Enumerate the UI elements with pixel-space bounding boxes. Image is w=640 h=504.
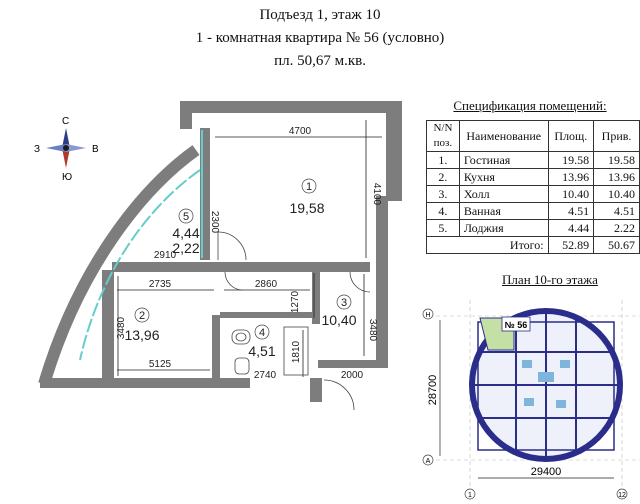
apartment-number-tag: № 56 xyxy=(504,320,528,330)
compass-north-label: С xyxy=(62,116,70,127)
table-row xyxy=(427,152,640,169)
room-5-area-full: 4,44 xyxy=(172,225,200,241)
axis-left-label: 1 xyxy=(468,492,472,499)
table-row xyxy=(427,220,640,237)
table-row xyxy=(427,169,640,186)
row-reduced: 13.96 xyxy=(594,169,640,186)
room-3-area: 10,40 xyxy=(321,312,357,328)
dim-right-lower: 3480 xyxy=(367,318,378,342)
total-label: Итого: xyxy=(427,237,549,254)
dim-right-upper: 4100 xyxy=(371,182,382,206)
dim-room2-top: 2735 xyxy=(148,279,172,290)
room-1-number: 1 xyxy=(305,181,313,193)
floor-height-dim: 28700 xyxy=(427,374,439,406)
floor-width-dim: 29400 xyxy=(530,466,562,478)
axis-right-label: 12 xyxy=(618,492,626,499)
compass-east-label: В xyxy=(92,144,99,155)
row-name: Ванная xyxy=(459,203,548,220)
row-reduced: 10.40 xyxy=(594,186,640,203)
row-area: 4.44 xyxy=(548,220,593,237)
table-row xyxy=(427,203,640,220)
room-4-area: 4,51 xyxy=(248,343,276,359)
row-idx: 2. xyxy=(427,169,460,186)
row-idx: 4. xyxy=(427,203,460,220)
dim-room2-left: 3480 xyxy=(116,316,127,340)
title-entrance-floor: Подъезд 1, этаж 10 xyxy=(259,7,381,23)
dim-hall-top: 2860 xyxy=(254,279,278,290)
dim-loggia-v: 2300 xyxy=(209,210,220,234)
row-name: Лоджия xyxy=(459,220,548,237)
axis-top-label: Н xyxy=(425,312,431,319)
floor-plan-mini xyxy=(423,300,640,499)
spec-header-area: Площ. xyxy=(548,121,593,152)
spec-header-reduced: Прив. xyxy=(594,121,640,152)
room-1-area: 19,58 xyxy=(289,200,325,216)
title-apartment: 1 - комнатная квартира № 56 (условно) xyxy=(195,30,445,46)
room-3-number: 3 xyxy=(340,297,348,309)
row-idx: 1. xyxy=(427,152,460,169)
dim-top: 4700 xyxy=(288,126,312,137)
spec-header-idx: N/N поз. xyxy=(427,121,460,152)
dim-bath-v: 1810 xyxy=(291,340,302,364)
compass-south-label: Ю xyxy=(62,172,73,183)
spec-header-name: Наименование xyxy=(459,121,548,152)
row-area: 19.58 xyxy=(548,152,593,169)
dim-bath-bottom: 2740 xyxy=(253,370,277,381)
spec-table xyxy=(426,120,640,254)
total-reduced: 50.67 xyxy=(594,237,640,254)
row-name: Холл xyxy=(459,186,548,203)
row-name: Кухня xyxy=(459,169,548,186)
row-reduced: 19.58 xyxy=(594,152,640,169)
spec-caption: Спецификация помещений: xyxy=(453,98,607,113)
table-row xyxy=(427,186,640,203)
room-5-area-reduced: 2,22 xyxy=(172,240,200,256)
total-area: 52.89 xyxy=(548,237,593,254)
dim-loggia-h: 2910 xyxy=(153,250,177,261)
axis-bottom-label: А xyxy=(425,458,431,465)
row-area: 13.96 xyxy=(548,169,593,186)
floor-plan-caption: План 10-го этажа xyxy=(502,272,598,287)
dim-room2-bottom: 5125 xyxy=(148,359,172,370)
dim-hall-v: 1270 xyxy=(290,290,301,314)
row-idx: 3. xyxy=(427,186,460,203)
row-area: 10.40 xyxy=(548,186,593,203)
row-idx: 5. xyxy=(427,220,460,237)
room-2-number: 2 xyxy=(138,310,146,322)
total-row xyxy=(427,237,640,254)
row-reduced: 2.22 xyxy=(594,220,640,237)
row-reduced: 4.51 xyxy=(594,203,640,220)
room-2-area: 13,96 xyxy=(124,327,160,343)
room-5-number: 5 xyxy=(182,211,190,223)
compass-icon xyxy=(34,116,99,183)
room-4-number: 4 xyxy=(258,327,266,339)
compass-west-label: З xyxy=(34,144,41,155)
row-area: 4.51 xyxy=(548,203,593,220)
row-name: Гостиная xyxy=(459,152,548,169)
title-area: пл. 50,67 м.кв. xyxy=(274,53,366,69)
dim-hall-bottom: 2000 xyxy=(340,370,364,381)
